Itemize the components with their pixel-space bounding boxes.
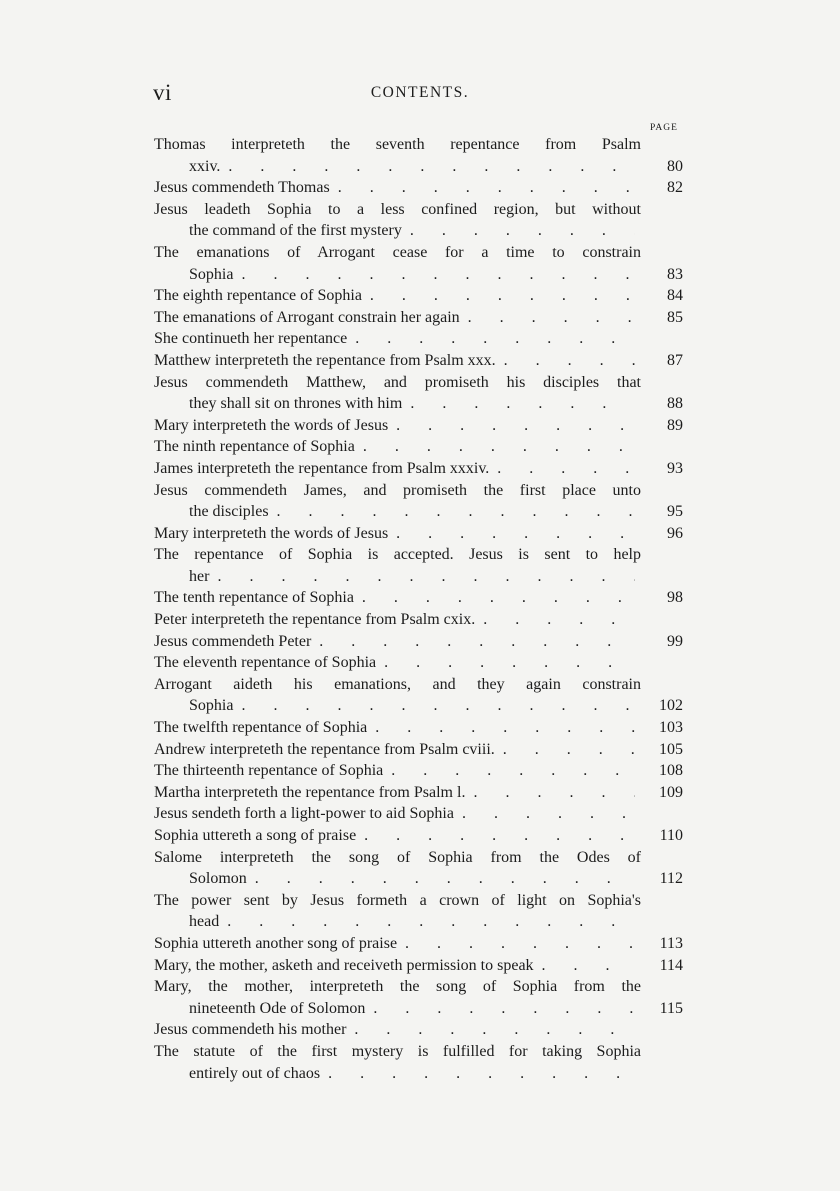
dot-leader <box>233 695 635 717</box>
toc-entry <box>154 825 689 847</box>
toc-entry <box>154 587 689 609</box>
dot-leader <box>320 1063 635 1085</box>
toc-entry-text: Martha interpreteth the repentance from Psalm l. <box>154 783 466 801</box>
toc-entry-text: James interpreteth the repentance from Psalm xxxiv. <box>154 459 490 477</box>
toc-entry <box>154 674 689 717</box>
dot-leader <box>365 998 635 1020</box>
dot-leader <box>397 933 635 955</box>
toc-entry <box>154 523 689 545</box>
toc-entry <box>154 976 689 1019</box>
toc-entry-text: The statute of the first mystery is fulfilled for taking Sophia <box>154 1042 641 1060</box>
toc-entry-text: Andrew interpreteth the repentance from Psalm cviii. <box>154 740 495 758</box>
toc-entry <box>154 782 689 804</box>
toc-entry-text: the disciples <box>189 503 269 521</box>
page-number: 82 <box>667 179 683 197</box>
toc-entry <box>154 544 689 587</box>
page-folio: vi <box>153 80 172 105</box>
dot-leader <box>388 415 635 437</box>
toc-entry-text: Thomas interpreteth the seventh repentance from Psalm <box>154 136 641 153</box>
toc-entry <box>154 328 689 350</box>
toc-entry-text: Mary interpreteth the words of Jesus <box>154 524 389 542</box>
dot-leader <box>460 307 635 329</box>
toc-entry-text: Salome interpreteth the song of Sophia from the Odes of <box>154 848 641 866</box>
toc-entry-text: Mary interpreteth the words of Jesus <box>154 416 389 434</box>
toc-entry-text: xxiv. <box>189 157 221 175</box>
toc-entry-text: The ninth repentance of Sophia <box>154 438 355 456</box>
toc-entry-text: Jesus commendeth Peter <box>154 632 312 650</box>
toc-entry-text: She continueth her repentance <box>154 330 348 348</box>
toc-entry-text: The power sent by Jesus formeth a crown of light on Sophia's <box>154 891 641 909</box>
toc-entry-text: Jesus commendeth his mother <box>154 1021 347 1039</box>
toc-entry-text: Jesus leadeth Sophia to a less confined region, but without <box>154 200 641 218</box>
toc-entry-text: Peter interpreteth the repentance from Psalm cxix. <box>154 611 476 629</box>
dot-leader <box>269 501 635 523</box>
dot-leader <box>376 652 635 674</box>
toc-entry <box>154 372 689 415</box>
toc-entry-text: her <box>189 567 210 585</box>
toc-entry <box>154 285 689 307</box>
page-number: 93 <box>667 459 683 477</box>
toc-entry-text: Jesus commendeth Thomas <box>154 179 330 197</box>
toc-entry <box>154 177 689 199</box>
dot-leader <box>496 350 635 372</box>
toc-entry-text: Arrogant aideth his emanations, and they again constrain <box>154 675 641 693</box>
page-number: 87 <box>667 351 683 369</box>
page-number: 98 <box>667 589 683 607</box>
toc-entry <box>154 739 689 761</box>
toc-entry <box>154 1041 689 1084</box>
toc-entry <box>154 307 689 329</box>
toc-entry <box>154 480 689 523</box>
page-number: 99 <box>667 632 683 650</box>
toc-entry-text: Jesus commendeth James, and promiseth the first place unto <box>154 481 641 499</box>
toc-entry <box>154 134 689 177</box>
toc-entry-text: the command of the first mystery <box>189 222 402 240</box>
page-number: 85 <box>667 308 683 326</box>
toc-entry-text: Mary, the mother, interpreteth the song of Sophia from the <box>154 978 641 996</box>
page-number: 80 <box>667 157 683 175</box>
dot-leader <box>355 436 635 458</box>
dot-leader <box>354 587 635 609</box>
toc-entry-text: Solomon <box>189 870 247 888</box>
page-number: 84 <box>667 287 683 305</box>
toc-entry <box>154 631 689 653</box>
page-column-label: PAGE <box>650 123 678 133</box>
toc-entry-text: The emanations of Arrogant constrain her again <box>154 308 460 326</box>
toc-entry-text: Sophia uttereth another song of praise <box>154 934 398 952</box>
toc-entry <box>154 717 689 739</box>
page-number: 108 <box>659 762 683 780</box>
dot-leader <box>219 911 635 933</box>
dot-leader <box>220 156 635 178</box>
toc-entry-text: Sophia <box>189 697 234 715</box>
toc-entry-text: The thirteenth repentance of Sophia <box>154 762 384 780</box>
toc-entry <box>154 890 689 933</box>
toc-entry-text: head <box>189 913 220 931</box>
toc-entry <box>154 415 689 437</box>
dot-leader <box>454 803 635 825</box>
dot-leader <box>402 393 635 415</box>
toc-entry <box>154 436 689 458</box>
toc-entry <box>154 350 689 372</box>
dot-leader <box>489 458 635 480</box>
toc-entry <box>154 199 689 242</box>
toc-entry-text: entirely out of chaos <box>189 1064 321 1082</box>
dot-leader <box>383 760 635 782</box>
toc-entry-text: Jesus commendeth Matthew, and promiseth his disciples that <box>154 373 641 391</box>
page-number: 114 <box>659 956 683 974</box>
toc-entry-text: The eighth repentance of Sophia <box>154 287 362 305</box>
dot-leader <box>388 523 635 545</box>
toc-entry <box>154 847 689 890</box>
page-number: 89 <box>667 416 683 434</box>
dot-leader <box>346 1019 635 1041</box>
dot-leader <box>465 782 635 804</box>
page-number: 113 <box>659 934 683 952</box>
dot-leader <box>247 868 635 890</box>
page-number: 95 <box>667 503 683 521</box>
page-number: 109 <box>659 783 683 801</box>
toc-entry <box>154 609 689 631</box>
dot-leader <box>362 285 635 307</box>
toc-entry-text: Sophia uttereth a song of praise <box>154 827 357 844</box>
toc-entry-text: The emanations of Arrogant cease for a time to constrain <box>154 243 641 261</box>
dot-leader <box>534 955 635 977</box>
toc-entry-text: The repentance of Sophia is accepted. Jesus is sent to help <box>154 546 641 564</box>
toc-entry <box>154 955 689 977</box>
page-number: 88 <box>667 395 683 413</box>
toc-entry-text: nineteenth Ode of Solomon <box>189 999 366 1017</box>
toc-entry <box>154 803 689 825</box>
dot-leader <box>495 739 635 761</box>
dot-leader <box>311 631 635 653</box>
page-number: 83 <box>667 265 683 283</box>
toc-entry-text: Sophia <box>189 265 234 283</box>
page-number: 110 <box>659 827 683 844</box>
toc-entry-text: The tenth repentance of Sophia <box>154 589 354 607</box>
toc-entry <box>154 1019 689 1041</box>
page-number: 102 <box>659 697 683 715</box>
page-number: 103 <box>659 719 683 737</box>
toc-entry <box>154 760 689 782</box>
running-title: CONTENTS. <box>370 84 470 101</box>
dot-leader <box>209 566 635 588</box>
dot-leader <box>402 220 635 242</box>
table-of-contents <box>154 134 689 1084</box>
dot-leader <box>330 177 635 199</box>
page-number: 112 <box>659 870 683 888</box>
toc-entry <box>154 458 689 480</box>
toc-entry <box>154 933 689 955</box>
toc-entry <box>154 242 689 285</box>
toc-entry-text: The twelfth repentance of Sophia <box>154 719 368 737</box>
page-number: 96 <box>667 524 683 542</box>
toc-entry-text: The eleventh repentance of Sophia <box>154 654 377 672</box>
toc-entry-text: they shall sit on thrones with him <box>189 395 403 413</box>
dot-leader <box>356 825 635 847</box>
toc-entry <box>154 652 689 674</box>
toc-entry-text: Jesus sendeth forth a light-power to aid Sophia <box>154 805 454 823</box>
dot-leader <box>233 264 635 286</box>
dot-leader <box>367 717 635 739</box>
dot-leader <box>475 609 635 631</box>
page-number: 115 <box>659 999 683 1017</box>
toc-entry-text: Mary, the mother, asketh and receiveth permission to speak <box>154 956 534 974</box>
dot-leader <box>347 328 635 350</box>
toc-entry-text: Matthew interpreteth the repentance from Psalm xxx. <box>154 351 496 369</box>
page-number: 105 <box>659 740 683 758</box>
